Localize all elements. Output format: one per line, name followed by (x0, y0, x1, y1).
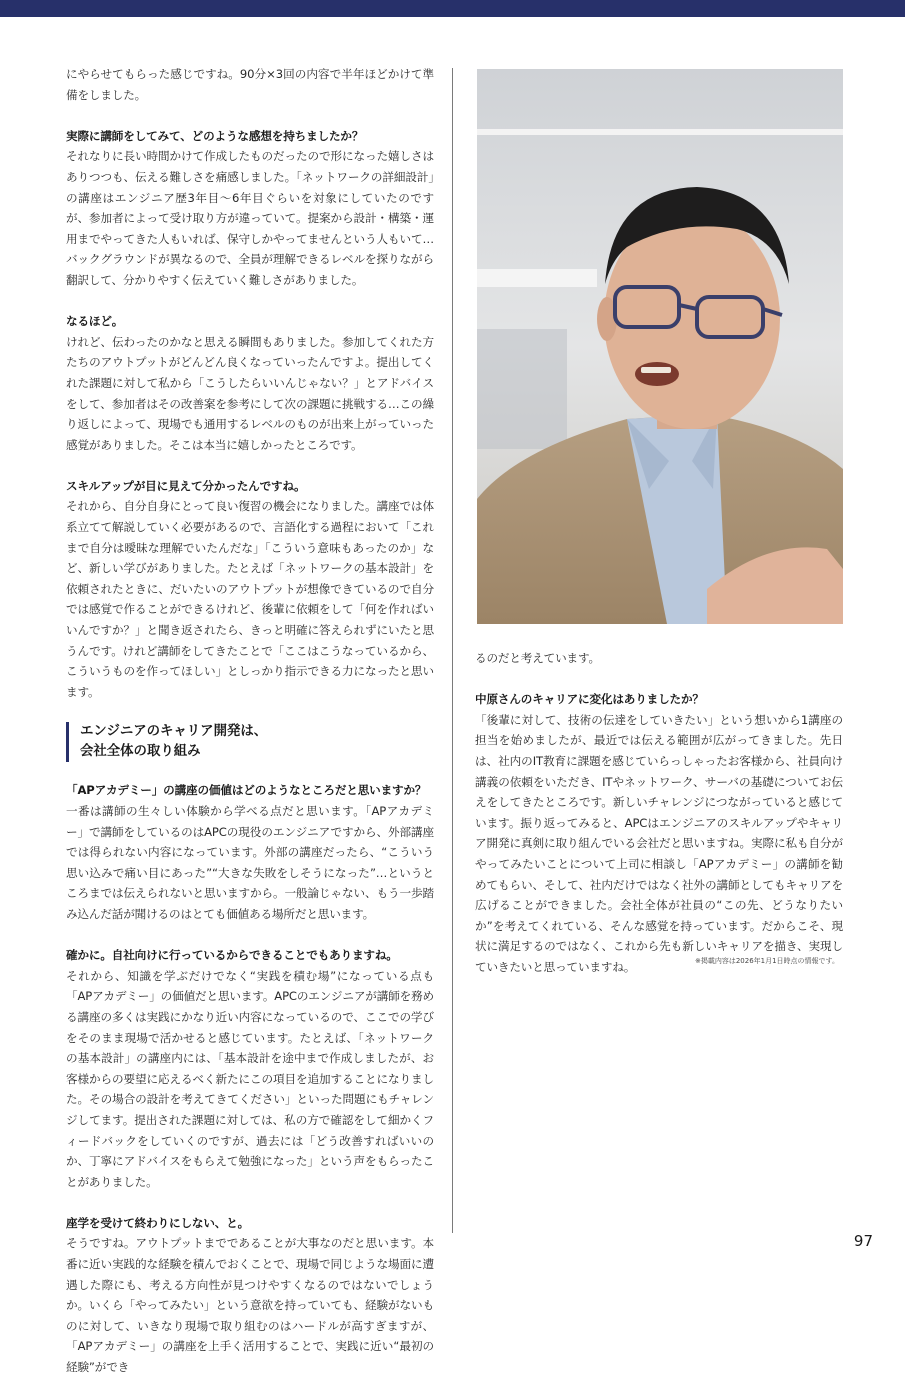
right-column (475, 648, 843, 978)
section-heading (66, 722, 434, 762)
interview-answer-continued: るのだと考えています。 (475, 651, 600, 665)
top-color-bar (0, 0, 905, 17)
intro-paragraph: にやらせてもらった感じですね。90分×3回の内容で半年ほどかけて準備をしました。 (66, 67, 434, 102)
section-heading-line2: 会社全体の取り組み (80, 744, 201, 760)
interview-answer: 「後輩に対して、技術の伝達をしていきたい」という想いから1講座の担当を始めましたが、最近では伝える範囲が広がってきました。先日は、社内のIT教育に課題を感じていらっしゃったお客様から、社員向け講義の依頼をいただき、ITやネットワーク、サーバの基礎についてお伝えをしてきたところです。新しいチャレンジにつながっていると感じています。振り返ってみると、APCはエンジニアのスキルアップやキャリア開発に真剣に取り組んでいる会社だと思いますね。実際に私も自分がやってみたいことについて上司に相談し「APアカデミー」の講師を勧めてもらい、そして、社内だけではなく社外の講師としてもキャリアを広げることができました。会社全体が社員の“この先、どうなりたいか”を考えてくれている、そんな感覚を持っています。だからこそ、現状に満足するのではなく、これから先も新しいキャリアを描き、実現していきたいと思っていますね。 (475, 712, 843, 974)
interview-answer: けれど、伝わったのかなと思える瞬間もありました。参加してくれた方たちのアウトプットがどんどん良くなっていったんですよ。提出してくれた課題に対して私から「こうしたらいいんじゃない？」とアドバイスをして、参加者はその改善案を参考にして次の課題に挑戦する…この繰り返しによって、現場でも通用するレベルのものが出来上がっていった感覚がありました。そこは本当に嬉しかったところです。 (66, 334, 434, 452)
interview-question: 中原さんのキャリアに変化はありましたか？ (475, 692, 704, 707)
interview-answer: 一番は講師の生々しい体験から学べる点だと思います。「APアカデミー」で講師をしているのはAPCの現役のエンジニアですから、外部講座では得られない内容になっています。外部の講座だったら、“こういう思い込みで痛い目にあった”“大きな失敗をしそうになった”…というところまでは伝えられないと思いますから。一般論じゃない、もう一歩踏み込んだ話が聞けるのはとても価値ある場所だと思います。 (66, 804, 434, 921)
interview-question: なるほど。 (66, 314, 124, 329)
interview-question: 座学を受けて終わりにしない、と。 (66, 1215, 250, 1230)
interviewee-photo (477, 69, 843, 624)
interview-question: 確かに。自社向けに行っているからできることでもありますね。 (66, 948, 398, 963)
interview-answer: そうですね。アウトプットまでであることが大事なのだと思います。本番に近い実践的な経験を積んでおくことで、現場で同じような場面に遭遇した際にも、考える方向性が見つけやすくなるのではないでしょうか。いくら「やってみたい」という意欲を持っていても、経験がないものに対して、いきなり現場で取り組むのはハードルが高すぎますが、「APアカデミー」の講座を上手く活用することで、実践に近い“最初の経験”ができ (66, 1236, 434, 1375)
interview-answer: それなりに長い時間かけて作成したものだったので形になった嬉しさはありつつも、伝える難しさを痛感しました。「ネットワークの詳細設計」の講座はエンジニア歴3年目〜6年目ぐらいを対象にしていたのですが、参加者によって受け取り方が違っていて。提案から設計・構築・運用までやってきた人もいれば、保守しかやってませんという人もいて…バックグラウンドが異なるので、全員が理解できるレベルを探りながら翻訳して、分かりやすく伝えていく難しさがありました。 (66, 149, 434, 287)
portrait-illustration (477, 69, 843, 624)
interview-answer: それから、知識を学ぶだけでなく“実践を積む場”になっている点も「APアカデミー」の価値だと思います。APCのエンジニアが講師を務める講座の多くは実践にかなり近い内容になっているので、ここでの学びをそのまま現場で活かせると感じています。たとえば、「ネットワークの基本設計」の講座内には、「基本設計を途中まで作成しましたが、お客様からの要望に応えるべく新たにこの項目を追加することになりました。その場合の設計を考えてきてください」といった問題にもチャレンジしてます。提出された課題に対しては、私の方で確認をして細かくフィードバックをしていくのですが、過去には「どう改善すればいいのか、丁寧にアドバイスをもらえて勉強になった」という声をもらったことがありました。 (66, 968, 434, 1189)
page-number: 97 (853, 1232, 873, 1250)
interview-answer: それから、自分自身にとって良い復習の機会になりました。講座では体系立てて解説していく必要があるので、言語化する過程において「これまで自分は曖昧な理解でいたんだな」「こういう意味もあったのか」など、新しい学びがありました。たとえば「ネットワークの基本設計」を依頼されたときに、だいたいのアウトプットが想像できているので自分では感覚で作ることができるけれど、後輩に依頼をして「何を作ればいいんですか？」と聞き返されたら、きっと明確に答えられずにいたと思うんです。けれど講師をしてきたことで「ここはこうなっているから、こういうものを作ってほしい」としっかり指示できる力になったと思います。 (66, 499, 434, 699)
interview-question: 実際に講師をしてみて、どのような感想を持ちましたか？ (66, 128, 364, 143)
section-heading-line1: エンジニアのキャリア開発は、 (80, 724, 268, 740)
left-column (66, 64, 434, 1378)
interview-question: スキルアップが目に見えて分かったんですね。 (66, 478, 306, 493)
column-divider (452, 68, 453, 1233)
disclaimer-note: ※掲載内容は2026年1月1日時点の情報です。 (694, 957, 839, 965)
interview-question: 「APアカデミー」の講座の価値はどのようなところだと思いますか？ (66, 783, 427, 798)
